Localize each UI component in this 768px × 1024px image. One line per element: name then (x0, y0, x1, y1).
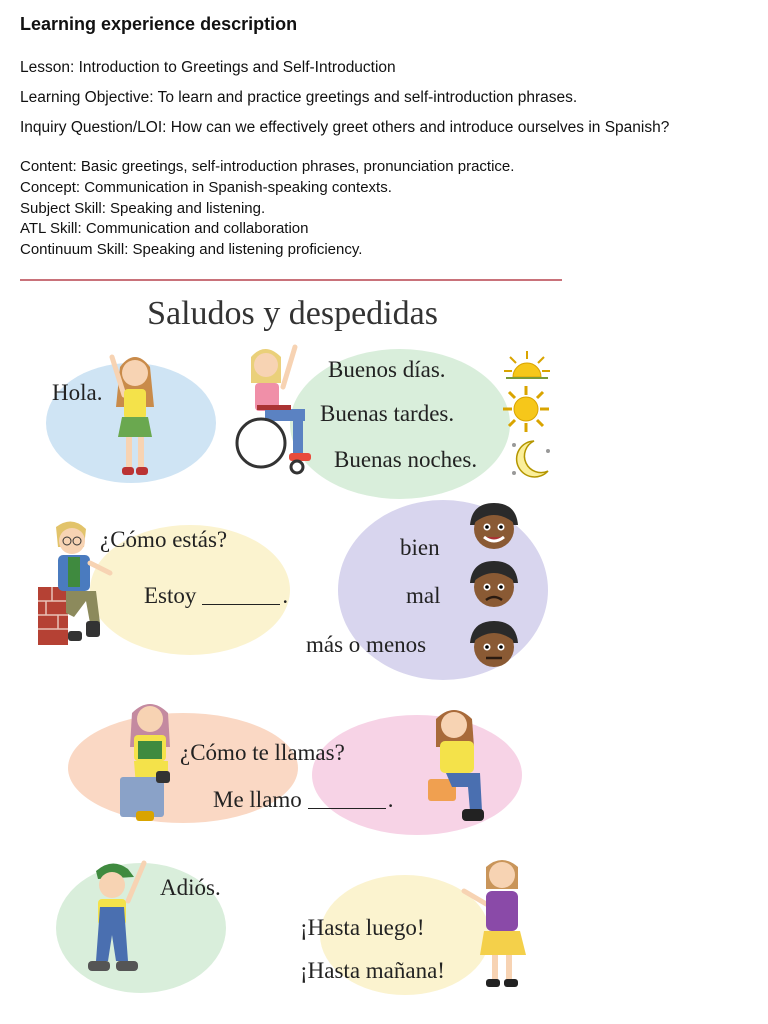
objective-line: Learning Objective: To learn and practice greetings and self-introduction phrases. (20, 89, 578, 106)
section-heading: Learning experience description (20, 14, 298, 34)
rising-sun-icon (502, 349, 552, 383)
continuum-skill-line: Continuum Skill: Speaking and listening proficiency. (20, 241, 363, 258)
buenos-dias-text: Buenos días. (328, 357, 446, 382)
sad-face-icon (466, 559, 522, 611)
period-2: . (387, 787, 394, 812)
poster-title: Saludos y despedidas (147, 295, 438, 332)
buenas-noches-text: Buenas noches. (334, 447, 478, 472)
estoy-label: Estoy (144, 583, 197, 608)
bien-text: bien (400, 535, 440, 560)
mas-o-menos-text: más o menos (306, 632, 427, 657)
me-llamo-blank (308, 808, 386, 809)
period: . (282, 583, 289, 608)
happy-face-icon (466, 501, 522, 553)
neutral-face-icon (466, 619, 522, 671)
waving-woman-illustration (460, 851, 544, 1001)
me-llamo-label: Me llamo (213, 787, 302, 812)
wheelchair-girl-illustration (235, 343, 317, 483)
buenas-tardes-text: Buenas tardes. (320, 401, 455, 426)
adios-text: Adiós. (160, 875, 221, 900)
concept-line: Concept: Communication in Spanish-speaking contexts. (20, 179, 392, 196)
greetings-poster (20, 285, 565, 1015)
hasta-luego-text: ¡Hasta luego! (300, 915, 425, 940)
hola-text: Hola. (52, 380, 103, 405)
lesson-line: Lesson: Introduction to Greetings and Self-Introduction (20, 59, 396, 76)
mal-text: mal (406, 583, 441, 608)
divider (20, 279, 562, 281)
me-llamo-text (213, 787, 394, 813)
inquiry-line: Inquiry Question/LOI: How can we effectively greet others and introduce ourselves in Spanish? (20, 119, 670, 136)
subject-skill-line: Subject Skill: Speaking and listening. (20, 200, 266, 217)
sun-icon (502, 385, 550, 433)
waving-girl-illustration (100, 347, 170, 487)
atl-skill-line: ATL Skill: Communication and collaboration (20, 220, 309, 237)
como-estas-text: ¿Cómo estás? (100, 527, 228, 552)
boy-with-cap-illustration (78, 857, 162, 989)
como-te-llamas-text: ¿Cómo te llamas? (180, 740, 345, 765)
moon-icon (508, 437, 552, 481)
estoy-blank (202, 604, 280, 605)
sitting-girl-illustration (118, 695, 188, 835)
estoy-text (144, 583, 288, 609)
sitting-girl-right-illustration (424, 703, 494, 843)
content-line: Content: Basic greetings, self-introduction phrases, pronunciation practice. (20, 158, 515, 175)
hasta-manana-text: ¡Hasta mañana! (300, 958, 445, 983)
